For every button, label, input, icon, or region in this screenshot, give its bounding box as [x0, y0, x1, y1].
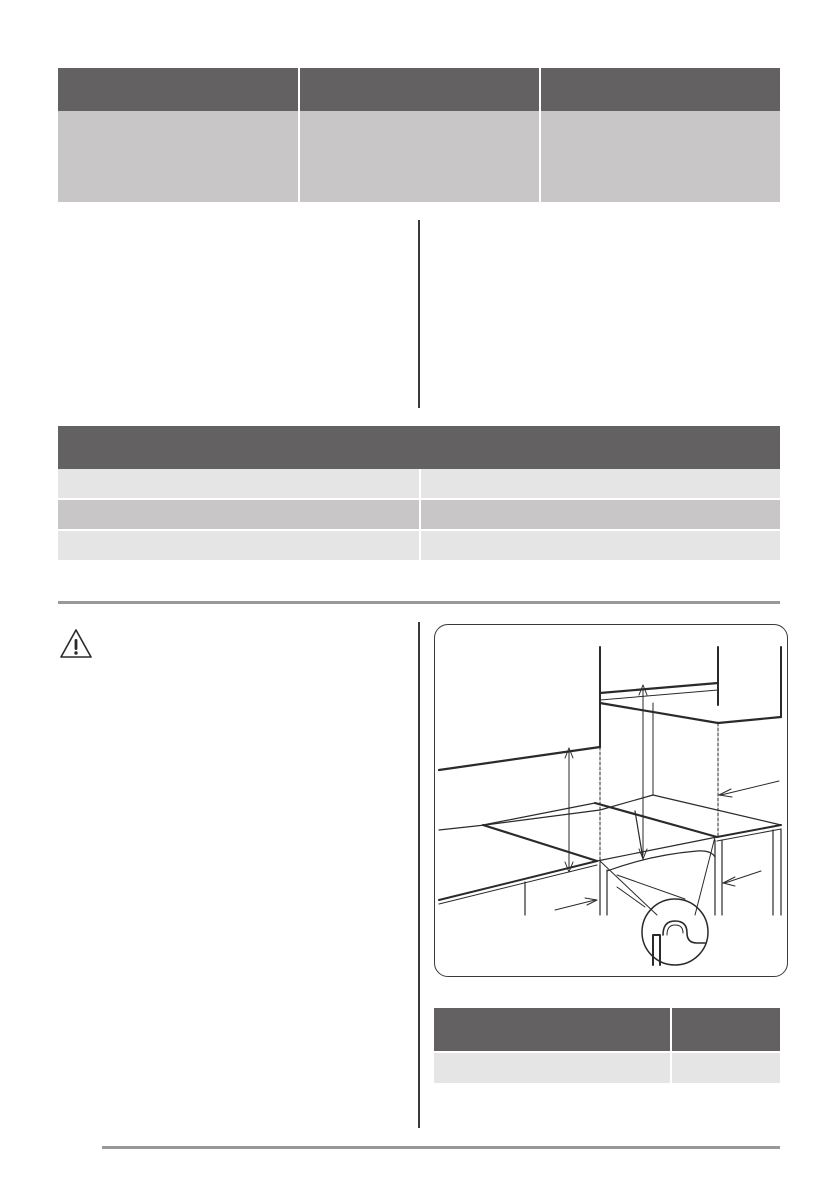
- mid-table: [58, 426, 780, 563]
- top-table: [58, 68, 780, 202]
- mid-table-header: [58, 426, 780, 469]
- footer-divider: [102, 1146, 780, 1149]
- mid-table-row-1-col-2: [421, 469, 780, 498]
- top-table-cell-3: [541, 111, 780, 202]
- mid-table-row-3-col-1: [58, 531, 419, 560]
- mid-table-row-3-col-2: [421, 531, 780, 560]
- warning-text: [100, 627, 400, 1107]
- right-text-column: [434, 220, 780, 408]
- top-table-header-2: [300, 68, 539, 111]
- small-table-header-2: [672, 1008, 780, 1051]
- left-text-column: [58, 220, 408, 408]
- mid-table-row-2-col-2: [421, 500, 780, 529]
- small-table-cell-1: [434, 1053, 670, 1083]
- small-table-cell-2: [672, 1053, 780, 1083]
- diagram-drawing: [435, 625, 788, 977]
- top-table-cell-2: [300, 111, 539, 202]
- top-table-header-1: [58, 68, 298, 111]
- mid-table-row-1-col-1: [58, 469, 419, 498]
- small-table: [434, 1008, 780, 1084]
- installation-diagram: [434, 624, 788, 977]
- mid-table-row-2-col-1: [58, 500, 419, 529]
- small-table-header-1: [434, 1008, 670, 1051]
- top-table-header-3: [541, 68, 780, 111]
- warning-triangle-icon: [59, 627, 93, 661]
- lower-column-divider: [418, 622, 420, 1128]
- section-divider: [58, 601, 780, 604]
- column-divider: [418, 220, 420, 408]
- top-table-cell-1: [58, 111, 298, 202]
